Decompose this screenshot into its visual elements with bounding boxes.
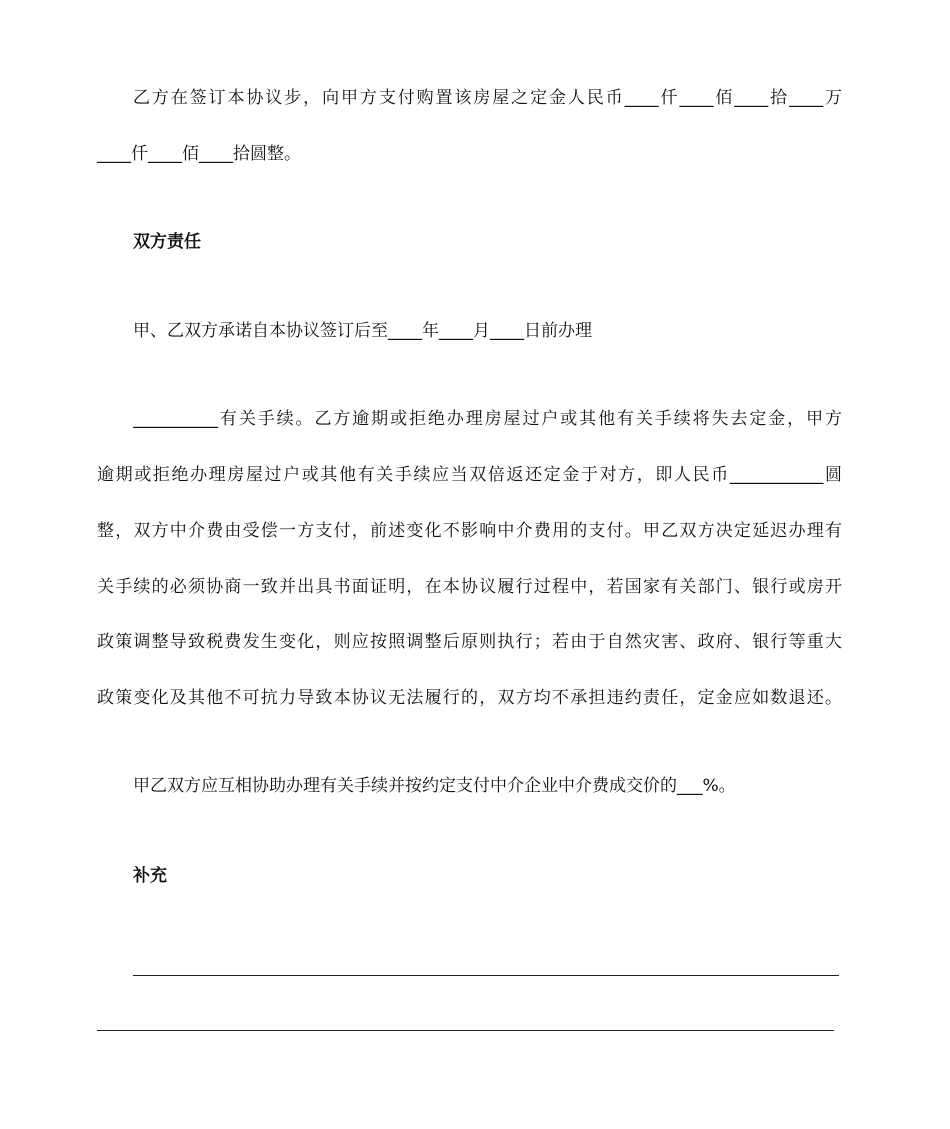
responsibility-body-line-6: 政策变化及其他不可抗力导致本协议无法履行的，双方均不承担违约责任，定金应如数退还。 (97, 688, 842, 708)
fee-clause: 甲乙双方应互相协助办理有关手续并按约定支付中介企业中介费成交价的___%。 (133, 776, 736, 796)
responsibility-body-line-1: __________有关手续。乙方逾期或拒绝办理房屋过户或其他有关手续将失去定金，甲方 (133, 409, 842, 429)
responsibility-body-line-4: 关手续的必须协商一致并出具书面证明，在本协议履行过程中，若国家有关部门、银行或房开 (97, 577, 842, 597)
responsibility-body-line-5: 政策调整导致税费发生变化，则应按照调整后原则执行；若由于自然灾害、政府、银行等重大 (97, 632, 842, 652)
responsibility-body-line-3: 整，双方中介费由受偿一方支付，前述变化不影响中介费用的支付。甲乙双方决定延迟办理有 (97, 521, 842, 541)
responsibility-body-line-2: 逾期或拒绝办理房屋过户或其他有关手续应当双倍返还定金于对方，即人民币___________圆 (97, 465, 842, 485)
responsibility-heading: 双方责任 (133, 232, 201, 252)
deposit-line-1: 乙方在签订本协议步，向甲方支付购置该房屋之定金人民币____仟____佰____拾____万 (133, 88, 842, 108)
responsibility-intro: 甲、乙双方承诺自本协议签订后至____年____月____日前办理 (133, 321, 592, 341)
supplement-blank-line-1 (133, 975, 839, 976)
supplement-heading: 补充 (133, 866, 167, 886)
supplement-blank-line-2 (97, 1030, 834, 1031)
deposit-line-2: ____仟____佰____拾圆整。 (97, 144, 301, 164)
